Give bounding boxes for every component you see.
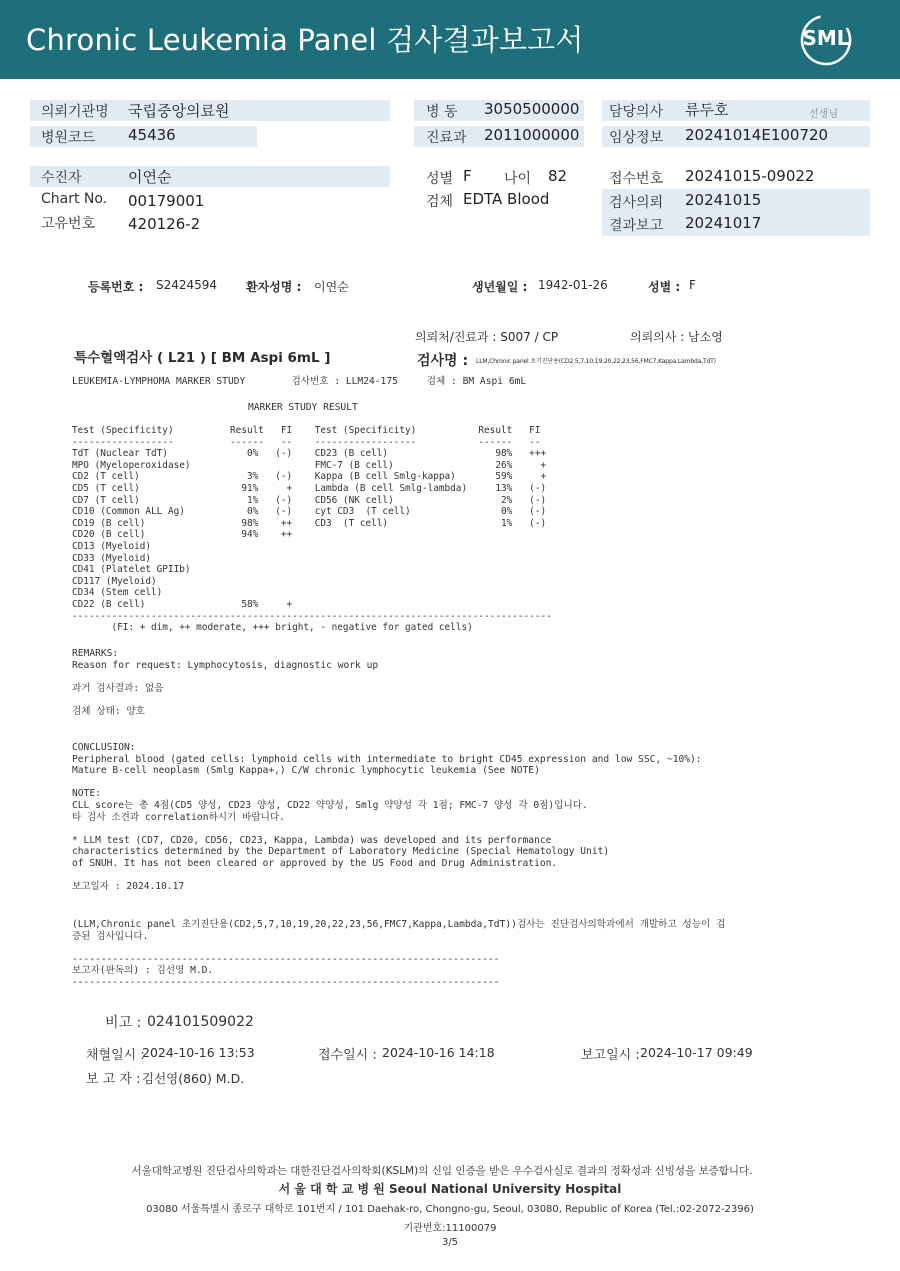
test-name-value: LLM,Chronic panel 초기진단용(CD2,5,7,10,19,20,22,23,56,FMC7,Kappa,Lambda,TdT) — [476, 358, 716, 365]
birth-value: 1942-01-26 — [538, 278, 608, 292]
page-number: 3/5 — [441, 1237, 459, 1248]
sex-value: F — [463, 167, 472, 185]
reporter-label: 보 고 자 : — [86, 1072, 141, 1087]
inst-label: 의뢰기관명 — [41, 104, 109, 120]
note-value: 024101509022 — [147, 1014, 254, 1030]
collect-value: 2024-10-16 13:53 — [142, 1045, 255, 1060]
report-title: Chronic Leukemia Panel 검사결과보고서 — [26, 23, 584, 57]
result-title: MARKER STUDY RESULT — [248, 402, 358, 413]
inst-value: 국립중앙의료원 — [128, 102, 230, 120]
test-name-label: 검사명 : — [417, 353, 469, 369]
remarks-block: REMARKS: Reason for request: Lymphocytosis, diagnostic work up 과거 검사결과: 없음 검체 상태: 양호 — [72, 648, 379, 717]
code-value: 45436 — [128, 126, 176, 144]
clinical-label: 임상정보 — [609, 130, 664, 146]
request-value: 20241015 — [685, 191, 762, 209]
unique-value: 420126-2 — [128, 215, 201, 233]
receipt-value: 20241015-09022 — [685, 167, 815, 185]
age-label: 나이 — [504, 171, 532, 187]
chart-label: Chart No. — [41, 191, 108, 207]
unique-label: 고유번호 — [41, 216, 96, 232]
footer-hospital: 서 울 대 학 교 병 원 Seoul National University Hospital — [278, 1182, 622, 1196]
conclusion-block: CONCLUSION: Peripheral blood (gated cells: lymphoid cells with intermediate to bright CD45 expression and low SSC, ~10%): Mature B-cell neoplasm (Smlg Kappa+,) C/W chronic lymphocytic leukemia (See NOTE) NOTE: CLL score는 총 4점(CD5 양성, CD23 양성, CD22 약양성, Smlg 약양성 각 1점; FMC-7 양성 각 0점)입니다. 타 검사 소견과 correlation하시기 바랍니다. * LLM test (CD7, CD20, CD56, CD23, Kappa, Lambda) was developed and its performance characteristics determined by the Department of Laboratory Medicine (Special Hematology Unit) of SNUH. It has not been cleared or approved by the US Food and Drug Administration. 보고일자 : 2024.10.17 — [72, 742, 702, 893]
marker-table: Test (Specificity) Result FI Test (Specificity) Result FI ------------------ ------ -- ------------------ ------ -- TdT (Nuclear TdT) 0% (-) CD23 (B cell) 98% +++ MPO (Myeloperoxidase) FMC-7 (B cell) 26% + CD2 (T cell) 3% (-) Kappa (B cell Smlg-kappa) 59% + CD5 (T cell) 91% + Lambda (B cell Smlg-lambda) 13% (-) CD7 (T cell) 1% (-) CD56 (NK cell) 2% (-) CD10 (Common ALL Ag) 0% (-) cyt CD3 (T cell) 0% (-) CD19 (B cell) 98% ++ CD3 (T cell) 1% (-) CD20 (B cell) 94% ++ CD13 (Myeloid) CD33 (Myeloid) CD41 (Platelet GPIIb) CD117 (Myeloid) CD34 (Stem cell) CD22 (B cell) 58% + ------------------------------------------------------------------------------------- (FI: + dim, ++ moderate, +++ bright, - negative for gated cells) — [72, 425, 552, 634]
reg-label: 등록번호 : — [88, 280, 144, 294]
footer-address: 03080 서울특별시 종로구 대학로 101번지 / 101 Daehak-ro, Chongno-gu, Seoul, 03080, Republic of Korea (Tel.:02-2072-2396) — [146, 1204, 754, 1215]
pname-value: 이연순 — [314, 280, 349, 294]
result-label: 결과보고 — [609, 218, 664, 234]
patient-label: 수진자 — [41, 170, 82, 186]
rsex-label: 성별 : — [648, 280, 681, 294]
reporter-value: 김선영(860) M.D. — [142, 1071, 245, 1086]
chart-value: 00179001 — [128, 192, 205, 210]
age-value: 82 — [548, 167, 568, 185]
disclaimer-block: (LLM,Chronic panel 초기진단용(CD2,5,7,10,19,20,22,23,56,FMC7,Kappa,Lambda,TdT))검사는 진단검사의학과에서 개발하고 성능이 검 증된 검사입니다. -------------------------------------------------------------------------- 보고자(판독의) : 김선영 M.D. -------------------------------------------------------------------------- — [72, 919, 726, 988]
sml-logo — [798, 12, 854, 68]
reg-value: S2424594 — [156, 278, 218, 292]
patient-bar — [30, 166, 390, 187]
result-value: 20241017 — [685, 214, 762, 232]
report-date-label: 보고일시 : — [581, 1048, 640, 1063]
sex-label: 성별 — [426, 171, 454, 187]
clinical-value: 20241014E100720 — [685, 126, 829, 144]
test-title: 특수혈액검사 ( L21 ) [ BM Aspi 6mL ] — [74, 350, 331, 366]
dept-label: 진료과 — [426, 130, 467, 146]
birth-label: 생년월일 : — [472, 280, 528, 294]
specimen-value: EDTA Blood — [463, 190, 550, 208]
report-date-value: 2024-10-17 09:49 — [640, 1045, 753, 1060]
report-header — [0, 0, 900, 79]
specimen-label: 검체 — [426, 194, 454, 210]
footer-org: 기관번호:11100079 — [403, 1223, 497, 1234]
doctor-line: 의뢰의사 : 남소영 — [630, 330, 723, 344]
rsex-value: F — [689, 278, 696, 292]
receive-value: 2024-10-16 14:18 — [382, 1045, 495, 1060]
study-line: LEUKEMIA-LYMPHOMA MARKER STUDY 검사번호 : LLM24-175 검체 : BM Aspi 6mL — [72, 376, 527, 387]
patient-value: 이연순 — [128, 168, 172, 186]
request-label: 검사의뢰 — [609, 195, 664, 211]
doctor-label: 담당의사 — [609, 104, 664, 120]
dept-line: 의뢰처/진료과 : S007 / CP — [415, 330, 559, 344]
note-label: 비고 : — [105, 1015, 142, 1031]
ward-label: 병 동 — [426, 104, 458, 120]
footer-cert: 서울대학교병원 진단검사의학과는 대한진단검사의학회(KSLM)의 신임 인증을 받은 우수검사실로 결과의 정확성과 신빙성을 보증합니다. — [131, 1165, 753, 1177]
ward-value: 3050500000 — [484, 100, 580, 118]
pname-label: 환자성명 : — [246, 280, 302, 294]
logo-text: SML — [802, 26, 850, 50]
receive-label: 접수일시 : — [318, 1048, 377, 1063]
doctor-value: 류두호 — [685, 101, 729, 119]
code-label: 병원코드 — [41, 130, 96, 146]
receipt-label: 접수번호 — [609, 171, 664, 187]
doctor-suffix: 선생님 — [809, 109, 838, 120]
dept-value: 2011000000 — [484, 126, 580, 144]
collect-label: 채혈일시 : — [86, 1048, 145, 1063]
